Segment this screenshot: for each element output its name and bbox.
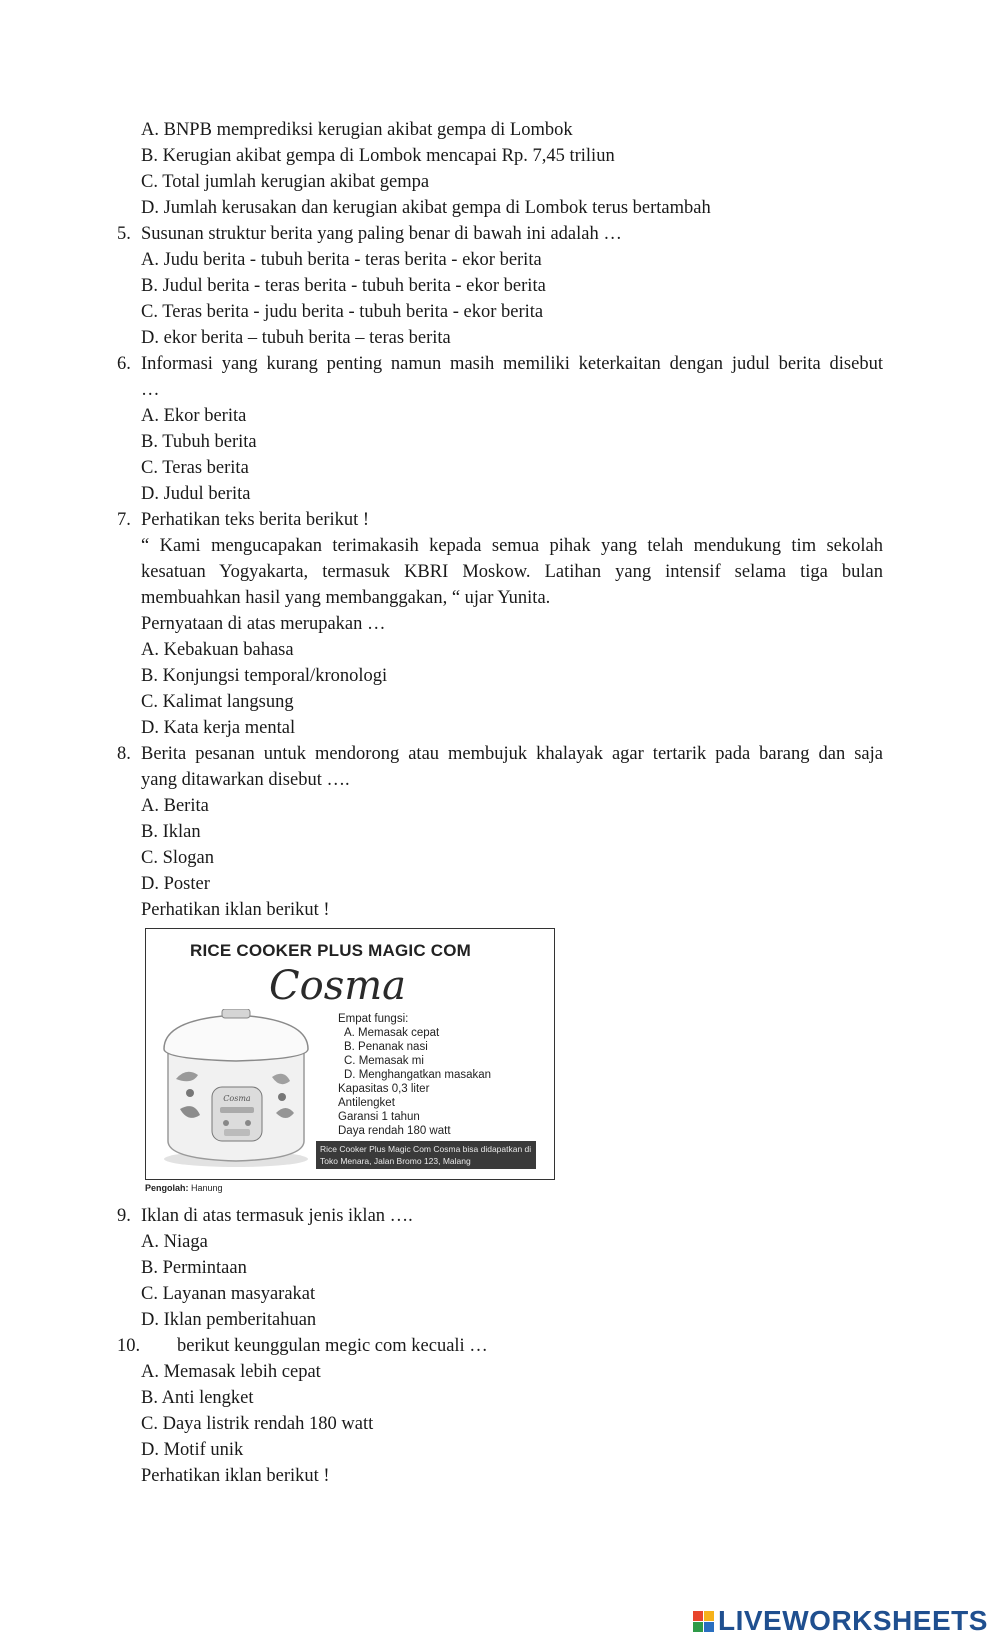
q8-number: 8.: [117, 744, 131, 764]
q5-question: Susunan struktur berita yang paling benar di bawah ini adalah …: [141, 224, 622, 244]
q5-option-a[interactable]: A. Judu berita - tubuh berita - teras berita - ekor berita: [141, 250, 542, 270]
ad-footer-line-1: Rice Cooker Plus Magic Com Cosma bisa didapatkan di: [320, 1144, 532, 1154]
q5-option-b[interactable]: B. Judul berita - teras berita - tubuh berita - ekor berita: [141, 276, 546, 296]
ad-feature-1: A. Memasak cepat: [344, 1027, 440, 1039]
ad-feature-2: B. Penanak nasi: [344, 1041, 428, 1053]
ad-spec-3: Garansi 1 tahun: [338, 1111, 420, 1123]
q8-option-a[interactable]: A. Berita: [141, 796, 209, 816]
q10-option-a[interactable]: A. Memasak lebih cepat: [141, 1362, 321, 1382]
ad-credit-label: Pengolah:: [145, 1183, 189, 1193]
ad-spec-1: Kapasitas 0,3 liter: [338, 1083, 430, 1095]
q4-option-d[interactable]: D. Jumlah kerusakan dan kerugian akibat gempa di Lombok terus bertambah: [141, 198, 711, 218]
q8-option-d[interactable]: D. Poster: [141, 874, 210, 894]
q9-number: 9.: [117, 1206, 131, 1226]
q10-option-c[interactable]: C. Daya listrik rendah 180 watt: [141, 1414, 374, 1434]
q8-option-c[interactable]: C. Slogan: [141, 848, 214, 868]
ad-features-heading: Empat fungsi:: [338, 1013, 409, 1025]
liveworksheets-logo: [693, 1605, 988, 1637]
ad-footer: [316, 1141, 536, 1169]
q8-question-line-2: yang ditawarkan disebut ….: [141, 770, 350, 790]
q4-option-a[interactable]: A. BNPB memprediksi kerugian akibat gempa di Lombok: [141, 120, 573, 140]
q6-option-b[interactable]: B. Tubuh berita: [141, 432, 257, 452]
ad-intro-text: Perhatikan iklan berikut !: [141, 900, 330, 920]
q4-option-c[interactable]: C. Total jumlah kerugian akibat gempa: [141, 172, 430, 192]
ad-features: [338, 1012, 491, 1138]
q5-number: 5.: [117, 224, 131, 244]
q7-quote-line-1: “ Kami mengucapakan terimakasih kepada semua pihak yang telah mendukung tim sekolah: [141, 536, 883, 556]
rice-cooker-icon: [154, 1009, 319, 1169]
q7-question: Perhatikan teks berita berikut !: [141, 510, 370, 530]
ad-spec-4: Daya rendah 180 watt: [338, 1125, 451, 1137]
q6-number: 6.: [117, 354, 131, 374]
q7-number: 7.: [117, 510, 131, 530]
q10-option-d[interactable]: D. Motif unik: [141, 1440, 244, 1460]
ad-spec-2: Antilengket: [338, 1097, 395, 1109]
q6-option-a[interactable]: A. Ekor berita: [141, 406, 247, 426]
q7-option-b[interactable]: B. Konjungsi temporal/kronologi: [141, 666, 388, 686]
q4-option-b[interactable]: B. Kerugian akibat gempa di Lombok mencapai Rp. 7,45 triliun: [141, 146, 615, 166]
q8-option-b[interactable]: B. Iklan: [141, 822, 201, 842]
q7-option-c[interactable]: C. Kalimat langsung: [141, 692, 294, 712]
q5-option-c[interactable]: C. Teras berita - judu berita - tubuh berita - ekor berita: [141, 302, 544, 322]
ad-feature-4: D. Menghangatkan masakan: [344, 1069, 492, 1081]
q10-question: berikut keunggulan megic com kecuali …: [177, 1336, 488, 1356]
ad-brand: Cosma: [269, 963, 406, 1009]
q6-question: Informasi yang kurang penting namun masih memiliki keterkaitan dengan judul berita disebut: [141, 354, 883, 374]
q7-prompt: Pernyataan di atas merupakan …: [141, 614, 386, 634]
q6-option-c[interactable]: C. Teras berita: [141, 458, 249, 478]
svg-text:Cosma: Cosma: [223, 1094, 251, 1103]
q6-option-d[interactable]: D. Judul berita: [141, 484, 251, 504]
q7-option-d[interactable]: D. Kata kerja mental: [141, 718, 296, 738]
rice-cooker-ad: [145, 928, 555, 1180]
q6-question-ellipsis: …: [141, 380, 160, 400]
ad-feature-3: C. Memasak mi: [344, 1055, 424, 1067]
liveworksheets-logo-text: LIVEWORKSHEETS: [718, 1605, 988, 1636]
q10-option-b[interactable]: B. Anti lengket: [141, 1388, 254, 1408]
q9-option-a[interactable]: A. Niaga: [141, 1232, 208, 1252]
q9-option-c[interactable]: C. Layanan masyarakat: [141, 1284, 316, 1304]
ad-title: RICE COOKER PLUS MAGIC COM: [190, 941, 471, 960]
q7-option-a[interactable]: A. Kebakuan bahasa: [141, 640, 294, 660]
ad-credit: [145, 1183, 223, 1193]
q10-number: 10.: [117, 1336, 141, 1356]
q9-option-d[interactable]: D. Iklan pemberitahuan: [141, 1310, 317, 1330]
q7-quote-line-3: membuahkan hasil yang membanggakan, “ ujar Yunita.: [141, 588, 551, 608]
q5-option-d[interactable]: D. ekor berita – tubuh berita – teras berita: [141, 328, 451, 348]
next-ad-intro-text: Perhatikan iklan berikut !: [141, 1466, 330, 1486]
q7-quote-line-2: kesatuan Yogyakarta, termasuk KBRI Moskow. Latihan yang intensif selama tiga bulan: [141, 562, 883, 582]
liveworksheets-logo-icon: [693, 1611, 714, 1632]
ad-footer-line-2: Toko Menara, Jalan Bromo 123, Malang: [320, 1156, 471, 1166]
q9-question: Iklan di atas termasuk jenis iklan ….: [141, 1206, 413, 1226]
q9-option-b[interactable]: B. Permintaan: [141, 1258, 247, 1278]
q8-question-line-1: Berita pesanan untuk mendorong atau membujuk khalayak agar tertarik pada barang dan saja: [141, 744, 883, 764]
ad-credit-name: Hanung: [191, 1183, 223, 1193]
